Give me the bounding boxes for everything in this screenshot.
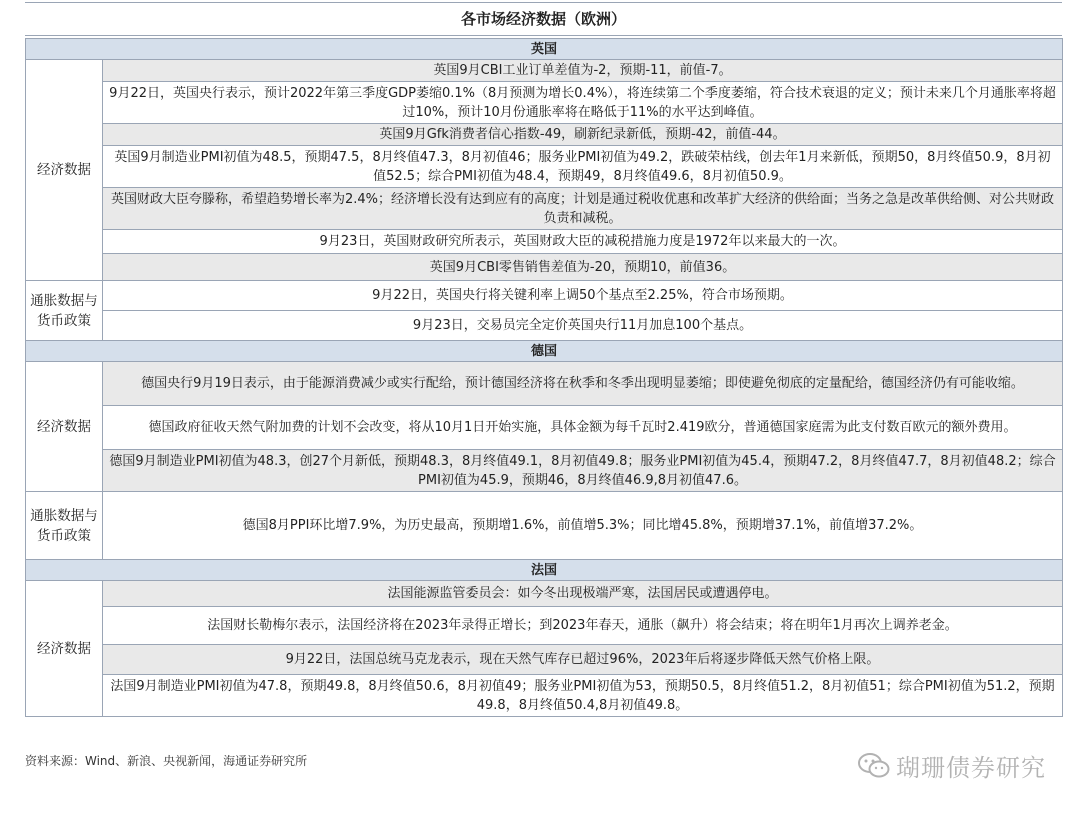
watermark [858, 748, 1046, 783]
table-cell: 英国9月CBI工业订单差值为-2，预期-11，前值-7。 [103, 60, 1063, 82]
section-header-germany: 德国 [26, 341, 1063, 362]
table-cell: 9月22日，英国央行将关键利率上调50个基点至2.25%，符合市场预期。 [103, 281, 1063, 311]
category-economic-data: 经济数据 [26, 362, 103, 492]
source-note: 资料来源：Wind、新浪、央视新闻，海通证券研究所 [25, 754, 308, 768]
europe-data-table [25, 38, 1063, 717]
table-cell: 德国政府征收天然气附加费的计划不会改变，将从10月1日开始实施，具体金额为每千瓦时2.419欧分，普通德国家庭需为此支付数百欧元的额外费用。 [103, 406, 1063, 450]
table-cell: 德国9月制造业PMI初值为48.3，创27个月新低，预期48.3，8月终值49.1，8月初值49.8；服务业PMI初值为45.4，预期47.2，8月终值47.7，8月初值48.2；综合PMI初值为45.9，预期46，8月终值46.9,8月初值47.6。 [103, 450, 1063, 492]
table-cell: 英国9月制造业PMI初值为48.5，预期47.5，8月终值47.3，8月初值46；服务业PMI初值为49.2，跌破荣枯线，创去年1月来新低，预期50，8月终值50.9，8月初值52.5；综合PMI初值为48.4，预期49，8月终值49.6，8月初值50.9。 [103, 146, 1063, 188]
category-economic-data: 经济数据 [26, 581, 103, 717]
table-cell: 9月22日，英国央行表示，预计2022年第三季度GDP萎缩0.1%（8月预测为增长0.4%），将连续第二个季度萎缩，符合技术衰退的定义；预计未来几个月通胀率将超过10%，预计10月份通胀率将在略低于11%的水平达到峰值。 [103, 82, 1063, 124]
page-title: 各市场经济数据（欧洲） [25, 2, 1062, 36]
section-header-uk: 英国 [26, 39, 1063, 60]
table-cell: 法国能源监管委员会：如今冬出现极端严寒，法国居民或遭遇停电。 [103, 581, 1063, 607]
table-cell: 法国9月制造业PMI初值为47.8，预期49.8，8月终值50.6，8月初值49；服务业PMI初值为53，预期50.5，8月终值51.2，8月初值51；综合PMI初值为51.2，预期49.8，8月终值50.4,8月初值49.8。 [103, 675, 1063, 717]
table-cell: 英国9月Gfk消费者信心指数-49，刷新纪录新低，预期-42，前值-44。 [103, 124, 1063, 146]
category-economic-data: 经济数据 [26, 60, 103, 281]
table-cell: 9月23日，英国财政研究所表示，英国财政大臣的减税措施力度是1972年以来最大的一次。 [103, 230, 1063, 254]
table-cell: 德国8月PPI环比增7.9%，为历史最高，预期增1.6%，前值增5.3%；同比增45.8%，预期增37.1%，前值增37.2%。 [103, 492, 1063, 560]
table-cell: 英国财政大臣夸滕称，希望趋势增长率为2.4%；经济增长没有达到应有的高度；计划是通过税收优惠和改革扩大经济的供给面；当务之急是改革供给侧、对公共财政负责和减税。 [103, 188, 1063, 230]
watermark-text: 瑚珊债券研究 [896, 754, 1046, 782]
table-cell: 德国央行9月19日表示，由于能源消费减少或实行配给，预计德国经济将在秋季和冬季出现明显萎缩；即使避免彻底的定量配给，德国经济仍有可能收缩。 [103, 362, 1063, 406]
category-inflation-monetary: 通胀数据与货币政策 [26, 492, 103, 560]
section-header-france: 法国 [26, 560, 1063, 581]
table-cell: 英国9月CBI零售销售差值为-20，预期10，前值36。 [103, 254, 1063, 281]
table-cell: 法国财长勒梅尔表示，法国经济将在2023年录得正增长；到2023年春天，通胀（飙升）将会结束；将在明年1月再次上调养老金。 [103, 607, 1063, 645]
table-cell: 9月22日，法国总统马克龙表示，现在天然气库存已超过96%，2023年后将逐步降低天然气价格上限。 [103, 645, 1063, 675]
table-cell: 9月23日，交易员完全定价英国央行11月加息100个基点。 [103, 311, 1063, 341]
category-inflation-monetary: 通胀数据与货币政策 [26, 281, 103, 341]
wechat-icon [858, 752, 890, 780]
